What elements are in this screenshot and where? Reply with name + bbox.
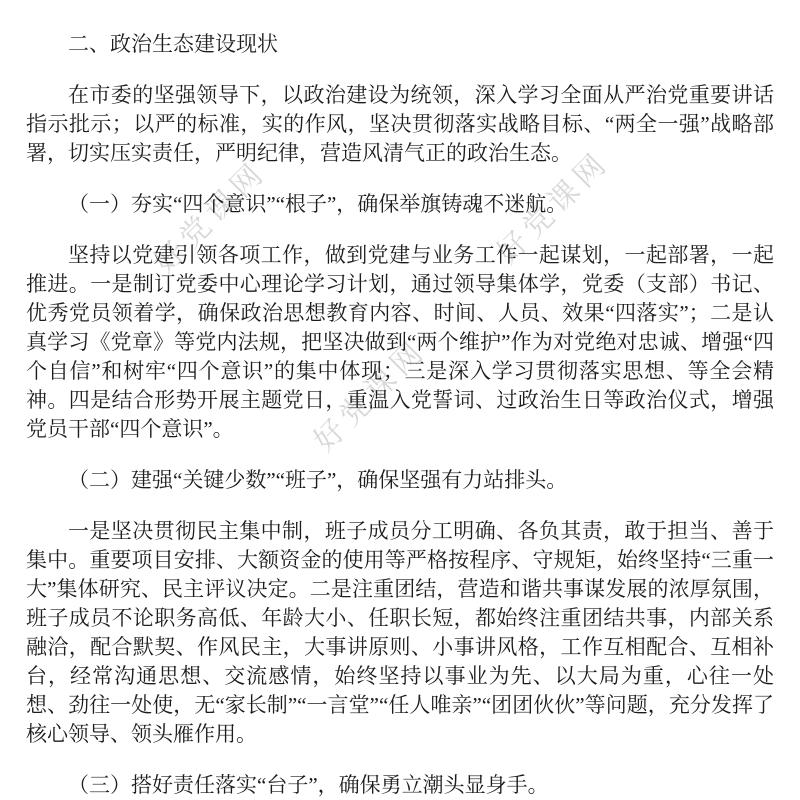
subheading-2: （二）建强“关键少数”“班子”，确保坚强有力站排头。 <box>68 468 568 492</box>
paragraph-2: 一是坚决贯彻民主集中制，班子成员分工明确、各负其责，敢于担当、善于集中。重要项目安排、大额资金的使用等严格按程序、守规矩，始终坚持“三重一大”集体研究、民主评议决定。二是注重团结，营造和谐共事谋发展的浓厚氛围，班子成员不论职务高低、年龄大小、任职长短，都始终注重团结共事，内部关系融洽，配合默契、作风民主，大事讲原则、小事讲风格，工作互相配合、互相补台，经常沟通思想、交流感情，始终坚持以事业为先、以大局为重，心往一处想、劲往一处使，无“家长制”“一言堂”“任人唯亲”“团团伙伙”等问题，充分发挥了核心领导、领头雁作用。 <box>26 519 774 746</box>
section-heading: 二、政治生态建设现状 <box>68 32 278 56</box>
watermark-text: 好党课网 <box>490 144 617 271</box>
subheading-1: （一）夯实“四个意识”“根子”，确保举旗铸魂不迷航。 <box>68 192 568 216</box>
subheading-3: （三）搭好责任落实“台子”，确保勇立潮头显身手。 <box>68 773 549 797</box>
watermark-text: 好党课网 <box>147 154 274 281</box>
paragraph-intro: 在市委的坚强领导下，以政治建设为统领，深入学习全面从严治党重要讲话指示批示；以严的标准，实的作风，坚决贯彻落实战略目标、“两全一强”战略部署，切实压实责任，严明纪律，营造风清气正的政治生态。 <box>26 83 774 165</box>
watermark-text: 好党课网 <box>307 332 434 459</box>
paragraph-1: 坚持以党建引领各项工作，做到党建与业务工作一起谋划，一起部署，一起推进。一是制订党委中心理论学习计划，通过领导集体学，党委（支部）书记、优秀党员领着学，确保政治思想教育内容、时间、人员、效果“四落实”；二是认真学习《党章》等党内法规，把坚决做到“两个维护”作为对党绝对忠诚、增强“四个自信”和树牢“四个意识”的集中体现；三是深入学习贯彻落实思想、等全会精神。四是结合形势开展主题党日，重温入党誓词、过政治生日等政治仪式，增强党员干部“四个意识”。 <box>26 243 774 441</box>
